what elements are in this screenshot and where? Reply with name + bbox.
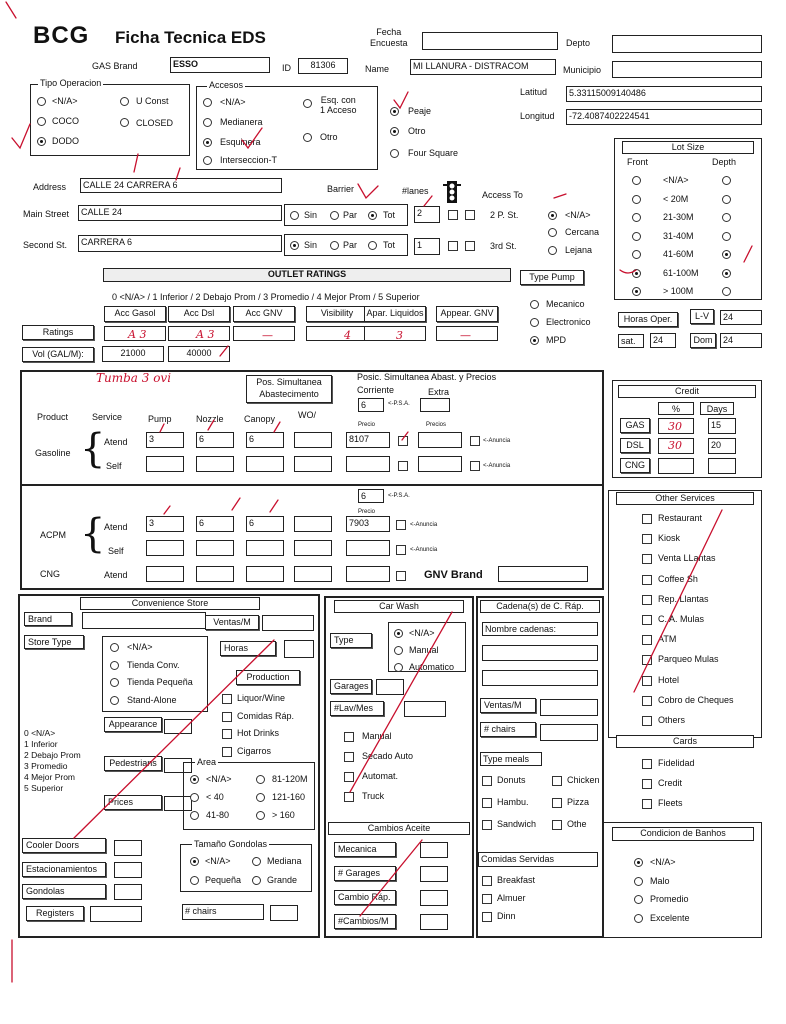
peaje-label: Peaje (408, 106, 432, 116)
meal-donuts-label: Donuts (497, 775, 526, 785)
cw-manual-label: Manual (362, 731, 392, 741)
ink-rating-gnv: — (262, 329, 273, 342)
second-tot-label: Tot (383, 240, 396, 250)
nombre-cadenas-label: Nombre cadenas: (482, 622, 598, 636)
lot-size-label-21-30m: 21-30M (663, 212, 694, 222)
ink-rating-dsl: A 3 (196, 328, 215, 341)
production-cigarros-label: Cigarros (237, 745, 272, 756)
tipo-closed-label: CLOSED (136, 118, 174, 128)
meal-hambu-label: Hambu. (497, 797, 529, 807)
credit-dsl-button[interactable]: DSL (620, 438, 650, 453)
access-na-label: <N/A> (565, 210, 591, 220)
service-atm-label: ATM (658, 634, 677, 645)
area-41-80-label: 41-80 (206, 810, 230, 820)
prices-button[interactable]: Prices (104, 795, 162, 810)
page-title: Ficha Tecnica EDS (115, 28, 266, 47)
scale-item-1: 1 Inferior (24, 739, 58, 749)
p3st-label: 3rd St. (490, 241, 517, 251)
service-rep-llantas-label: Rep. Llantas (658, 593, 709, 604)
chairs-label-box: # chairs (182, 904, 264, 920)
cw-truck-label: Truck (362, 791, 385, 801)
gas-atend-label: Atend (104, 437, 128, 447)
ink-credit-gas: 30 (668, 420, 682, 433)
accesos-esquinera-label: Esquinera (220, 137, 261, 147)
tam-pequena-label: Pequeña (205, 875, 242, 885)
credit-dsl-days[interactable]: 20 (708, 438, 736, 454)
cw-na-label: <N/A> (409, 628, 435, 638)
gasoline-brace: { (80, 426, 106, 472)
garages-button[interactable]: Garages (330, 679, 372, 694)
service-kiosk-label: Kiosk (658, 533, 681, 544)
acpm-canopy-field[interactable]: 6 (246, 516, 284, 532)
canopy-label: Canopy (244, 414, 276, 424)
meal-pizza-label: Pizza (567, 797, 590, 807)
banos-promedio-label: Promedio (650, 894, 689, 904)
outlet-col-appear-gnv[interactable]: Appear. GNV (436, 306, 498, 322)
scale-item-3: 3 Promedio (24, 761, 68, 771)
ratings-button[interactable]: Ratings (22, 325, 94, 340)
dom-field[interactable]: 24 (720, 333, 762, 348)
comida-almuer-label: Almuer (497, 893, 526, 903)
outlet-col-visibility[interactable]: Visibility (306, 306, 368, 322)
gas-pump-field[interactable]: 3 (146, 432, 184, 448)
comidas-label: Comidas Servidas (478, 852, 598, 867)
accesos-otro-label: Otro (320, 132, 338, 142)
lot-depth-label: Depth (712, 157, 737, 167)
lot-front-label: Front (627, 157, 649, 167)
service-venta-llantas-label: Venta LLantas (658, 553, 716, 564)
service-c-a-mulas-label: C. A. Mulas (658, 614, 705, 624)
cadena-title: Cadena(s) de C. Ráp. (480, 600, 600, 613)
tipo-coco-label: COCO (52, 116, 79, 126)
credit-gas-button[interactable]: GAS (620, 418, 650, 433)
estac-button[interactable]: Estacionamientos (22, 862, 106, 877)
lot-size-label-n-a: <N/A> (663, 175, 689, 185)
dom-button[interactable]: Dom (690, 333, 716, 348)
access-cercana-label: Cercana (565, 227, 600, 237)
gas-brand-field[interactable]: ESSO (170, 57, 270, 73)
scale-item-4: 4 Mejor Prom (24, 772, 76, 782)
service-coffee-sh-label: Coffee Sh (658, 573, 698, 584)
service-restaurant-label: Restaurant (658, 513, 703, 523)
accesos-na-label: <N/A> (220, 97, 246, 107)
tipo-uconst-label: U Const (136, 96, 169, 106)
tam-na-label: <N/A> (205, 856, 231, 866)
lanes-second-field[interactable]: 1 (414, 238, 440, 255)
id-label: ID (282, 63, 291, 73)
tipo-na-label: <N/A> (52, 96, 78, 106)
cadena-chairs-button[interactable]: # chairs (480, 722, 536, 737)
scale-item-0: 0 <N/A> (24, 728, 56, 738)
ink-rating-gas: A 3 (128, 328, 147, 341)
name-label: Name (365, 64, 390, 74)
store-type-tienda-conv-label: Tienda Conv. (127, 659, 180, 670)
cards-title: Cards (616, 735, 754, 748)
four-square-label: Four Square (408, 148, 459, 158)
credit-pct-header: % (658, 402, 694, 415)
second-par-label: Par (343, 240, 358, 250)
gondolas-button[interactable]: Gondolas (22, 884, 106, 899)
acpm-pump-field[interactable]: 3 (146, 516, 184, 532)
cw-auto-label: Automatico (409, 662, 455, 672)
tipo-operacion-title: Tipo Operacion (40, 78, 102, 88)
longitud-field[interactable]: -72.4087402224541 (566, 109, 762, 125)
accesos-intersec-label: Interseccion-T (220, 155, 278, 165)
main-par-label: Par (343, 210, 358, 220)
second-st-field[interactable]: CARRERA 6 (78, 235, 282, 252)
area-160-label: > 160 (272, 810, 295, 820)
cambios-cambio-r-p-button[interactable]: Cambio Ráp. (334, 890, 396, 905)
gas-canopy-field[interactable]: 6 (246, 432, 284, 448)
nozzle-label: Nozzle (196, 414, 224, 424)
extra-label: Extra (428, 387, 450, 397)
lot-size-label-100m: > 100M (663, 286, 694, 296)
banos-malo-label: Malo (650, 875, 670, 886)
ink-note: Tumba 3 ovi (96, 371, 172, 385)
acpm-anuncia-label: <-Anuncia (410, 522, 438, 528)
second-st-label: Second St. (23, 240, 68, 250)
cw-automat-label: Automat. (362, 771, 399, 781)
acpm-precio-label: Precio (358, 509, 376, 515)
brand-button[interactable]: Brand (24, 612, 72, 626)
acpm-label: ACPM (40, 530, 67, 540)
tam-grande-label: Grande (267, 875, 298, 885)
ink-credit-dsl: 30 (668, 439, 682, 452)
ink-rating-apgnv: — (460, 329, 471, 342)
acpm-brace: { (80, 511, 106, 557)
peaje-otro-label: Otro (408, 126, 426, 136)
acpm-psa-label: <-P.S.A. (388, 493, 410, 499)
production-liquor-wine-label: Liquor/Wine (237, 693, 286, 703)
credit-days-header: Days (700, 402, 734, 415)
acpm-pos-field[interactable]: 6 (358, 489, 384, 503)
pump-mpd-label: MPD (546, 335, 566, 345)
vol-gas-field[interactable]: 21000 (102, 346, 164, 362)
lanes-main-field[interactable]: 2 (414, 206, 440, 223)
posic-label: Posic. Simultanea Abast. y Precios (357, 372, 497, 382)
main-street-label: Main Street (23, 209, 70, 219)
cw-secado-auto-label: Secado Auto (362, 751, 414, 761)
sat-label: sat. (618, 334, 644, 348)
outlet-col-apar-liquidos[interactable]: Apar. Liquidos (364, 306, 426, 322)
meal-chicken-label: Chicken (567, 775, 600, 785)
sat-field[interactable]: 24 (650, 333, 676, 348)
gas-psa-label: <-P.S.A. (388, 401, 410, 407)
lv-field[interactable]: 24 (720, 310, 762, 325)
cooler-doors-button[interactable]: Cooler Doors (22, 838, 106, 853)
area-title: Area (197, 757, 217, 767)
lv-button[interactable]: L-V (690, 309, 714, 324)
credit-cng-button[interactable]: CNG (620, 458, 650, 473)
cng-atend-label: Atend (104, 570, 128, 580)
type-pump-button[interactable]: Type Pump (520, 270, 584, 285)
appearance-button[interactable]: Appearance (104, 717, 162, 732)
lot-size-label-20m: < 20M (663, 193, 689, 204)
production-hot-drinks-label: Hot Drinks (237, 728, 280, 738)
meal-othe-label: Othe (567, 819, 587, 829)
lot-size-title: Lot Size (622, 141, 754, 154)
registers-button[interactable]: Registers (26, 906, 84, 921)
accesos-medianera-label: Medianera (220, 117, 263, 127)
area-121-160-label: 121-160 (272, 792, 306, 802)
credit-title: Credit (618, 385, 756, 398)
corriente-label: Corriente (357, 385, 395, 395)
card-fleets-label: Fleets (658, 798, 683, 808)
gas-precios-label: Precios (426, 422, 447, 428)
id-field[interactable]: 81306 (298, 58, 348, 74)
card-credit-label: Credit (658, 778, 683, 788)
scale-item-2: 2 Debajo Prom (24, 750, 81, 760)
p2st-label: 2 P. St. (490, 210, 519, 220)
horas-button[interactable]: Horas (220, 641, 276, 656)
access-to-label: Access To (482, 190, 523, 200)
gas-price-field[interactable]: 8107 (346, 432, 390, 448)
pump-label: Pump (148, 414, 172, 424)
latitud-label: Latitud (520, 87, 548, 97)
access-lejana-label: Lejana (565, 245, 593, 255)
main-sin-label: Sin (304, 210, 318, 220)
card-fidelidad-label: Fidelidad (658, 758, 695, 768)
gas-pos-field[interactable]: 6 (358, 398, 384, 412)
gas-self-label: Self (106, 461, 122, 471)
gnv-brand-label: GNV Brand (424, 569, 483, 581)
municipio-label: Municipio (563, 65, 602, 75)
horas-oper-button[interactable]: Horas Oper. (618, 312, 678, 327)
ink-rating-apar: 3 (396, 329, 403, 342)
outlet-col-acc-dsl[interactable]: Acc Dsl (168, 306, 230, 322)
gasoline-label: Gasoline (35, 448, 71, 458)
production-comidas-r-p-label: Comidas Ráp. (237, 710, 295, 721)
lot-size-label-31-40m: 31-40M (663, 230, 694, 241)
fecha-encuesta-label: Fecha Encuesta (370, 27, 408, 48)
cng-label: CNG (40, 569, 60, 579)
outlet-scale: 0 <N/A> / 1 Inferior / 2 Debajo Prom / 3 Promedio / 4 Mejor Prom / 5 Superior (112, 292, 420, 302)
pos-sim-button[interactable]: Pos. Simultanea Abastecimento (246, 375, 332, 403)
address-field[interactable]: CALLE 24 CARRERA 6 (80, 178, 282, 193)
gas-self-anuncia-label: <-Anuncia (483, 463, 511, 469)
address-label: Address (33, 182, 67, 192)
tam-gondolas-title: Tamaño Gondolas (194, 839, 268, 849)
product-label: Product (37, 412, 69, 422)
second-sin-label: Sin (304, 240, 318, 250)
lot-size-label-61-100m: 61-100M (663, 267, 699, 278)
cw-manual-label: Manual (409, 645, 439, 655)
store-type-button[interactable]: Store Type (24, 635, 84, 649)
acpm-price-field[interactable]: 7903 (346, 516, 390, 532)
service-label: Service (92, 412, 123, 422)
tam-mediana-label: Mediana (267, 856, 302, 866)
lanes-label: #lanes (402, 186, 429, 196)
store-type-n-a-label: <N/A> (127, 642, 153, 652)
service-others-label: Others (658, 715, 686, 725)
acpm-nozzle-field[interactable]: 6 (196, 516, 234, 532)
accesos-title: Accesos (209, 80, 244, 90)
area-n-a-label: <N/A> (206, 774, 232, 784)
type-meals-label: Type meals (480, 752, 542, 766)
logo: BCG (33, 22, 90, 49)
banos-excelente-label: Excelente (650, 912, 690, 923)
lav-mes-button[interactable]: #Lav/Mes (330, 701, 384, 716)
lot-size-label-41-60m: 41-60M (663, 249, 694, 259)
gas-nozzle-field[interactable]: 6 (196, 432, 234, 448)
outlet-col-acc-gasol[interactable]: Acc Gasol (104, 306, 166, 322)
banos-n-a-label: <N/A> (650, 857, 676, 867)
comida-breakfast-label: Breakfast (497, 875, 536, 885)
service-parqueo-mulas-label: Parqueo Mulas (658, 654, 719, 665)
production-button[interactable]: Production (236, 670, 300, 685)
ink-rating-visibility: 4 (344, 329, 351, 342)
pump-electronico-label: Electronico (546, 317, 591, 327)
meal-sandwich-label: Sandwich (497, 819, 537, 829)
convenience-title: Convenience Store (80, 597, 260, 610)
outlet-col-acc-gnv[interactable]: Acc GNV (233, 306, 295, 322)
store-type-stand-alone-label: Stand-Alone (127, 694, 177, 705)
pump-mecanico-label: Mecanico (546, 299, 585, 309)
outlet-ratings-title: OUTLET RATINGS (103, 268, 511, 282)
store-type-tienda-peque-a-label: Tienda Pequeña (127, 677, 193, 687)
vol-gal-button[interactable]: Vol (GAL/M): (22, 347, 94, 362)
name-field[interactable]: MI LLANURA - DISTRACOM (410, 59, 556, 75)
credit-gas-days[interactable]: 15 (708, 418, 736, 434)
cambios-title: Cambios Aceite (328, 822, 470, 835)
cw-type-button[interactable]: Type (330, 633, 372, 648)
scale-item-5: 5 Superior (24, 783, 64, 793)
main-tot-label: Tot (383, 210, 396, 220)
ventas-button[interactable]: Ventas/M (205, 615, 259, 630)
gas-brand-label: GAS Brand (92, 61, 138, 71)
tipo-dodo-label: DODO (52, 136, 79, 146)
pedestrians-button[interactable]: Pedestrians (104, 756, 162, 771)
area-40-label: < 40 (206, 792, 224, 802)
cadena-ventas-button[interactable]: Ventas/M (480, 698, 536, 713)
other-services-title: Other Services (616, 492, 754, 505)
acpm-self-anuncia-label: <-Anuncia (410, 547, 438, 553)
comida-dinn-label: Dinn (497, 911, 516, 921)
area-81-120m-label: 81-120M (272, 774, 308, 784)
main-street-field[interactable]: CALLE 24 (78, 205, 282, 221)
longitud-label: Longitud (520, 111, 555, 121)
acpm-atend-label: Atend (104, 522, 128, 532)
cambios-garages-button[interactable]: # Garages (334, 866, 396, 881)
vol-dsl-field[interactable]: 40000 (168, 346, 230, 362)
gas-anuncia-label: <-Anuncia (483, 438, 511, 444)
car-wash-title: Car Wash (334, 600, 464, 613)
latitud-field[interactable]: 5.33115009140486 (566, 86, 762, 102)
barrier-label: Barrier (327, 184, 355, 194)
accesos-esq1-label: Esq. con 1 Acceso (320, 95, 357, 115)
cambios-cambios-m-button[interactable]: #Cambios/M (334, 914, 396, 929)
service-hotel-label: Hotel (658, 674, 680, 685)
acpm-self-label: Self (108, 546, 124, 556)
gas-precio-label: Precio (358, 422, 376, 428)
cambios-mecanica-button[interactable]: Mecanica (334, 842, 396, 857)
wo-label: WO/ (298, 410, 316, 420)
service-cobro-de-cheques-label: Cobro de Cheques (658, 694, 734, 705)
banos-title: Condicion de Banhos (612, 827, 754, 841)
depto-label: Depto (566, 38, 591, 48)
